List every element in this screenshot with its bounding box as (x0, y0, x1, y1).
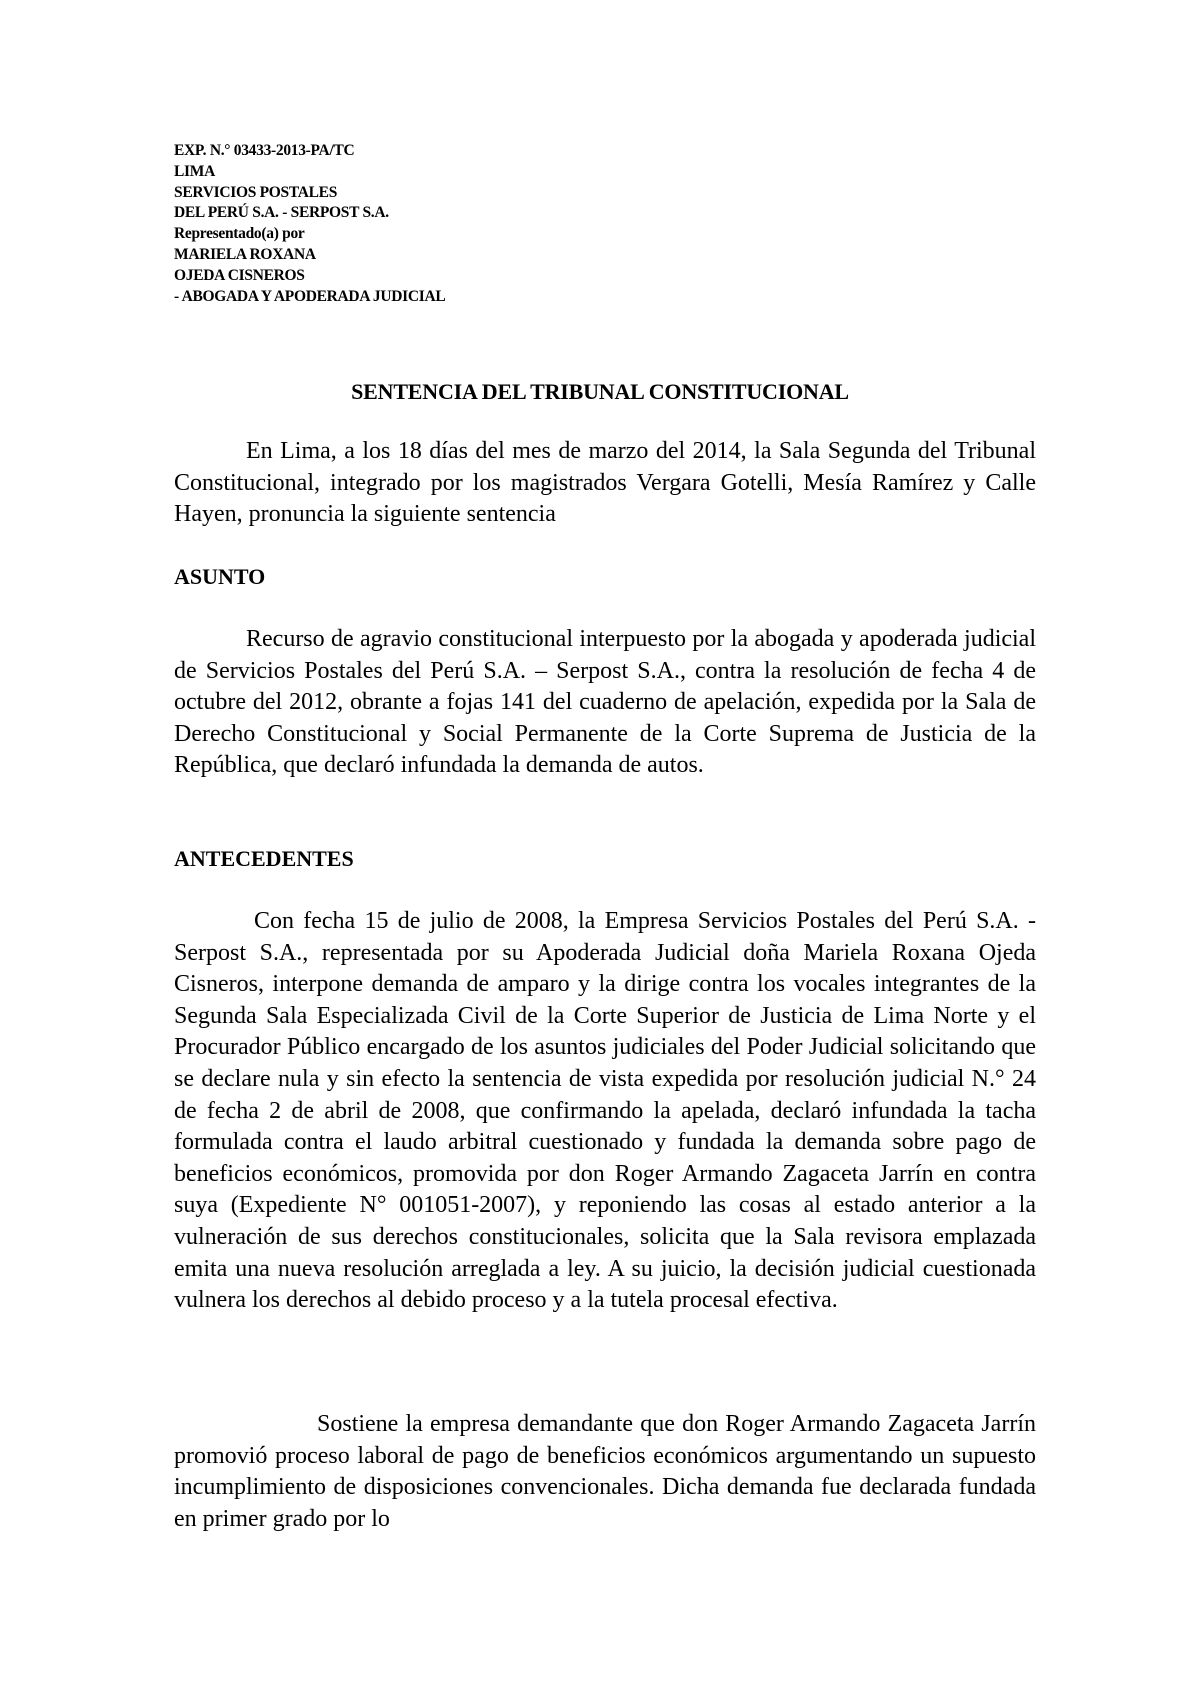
antecedentes-paragraph-1: Con fecha 15 de julio de 2008, la Empresa Servicios Postales del Perú S.A. - Serpost S.A., representada por su Apoderada Judicial doña Mariela Roxana Ojeda Cisneros, interpone demanda de amparo y la dirige contra los vocales integrantes de la Segunda Sala Especializada Civil de la Corte Superior de Justicia de Lima Norte y el Procurador Público encargado de los asuntos judiciales del Poder Judicial solicitando que se declare nula y sin efecto la sentencia de vista expedida por resolución judicial N.° 24 de fecha 2 de abril de 2008, que confirmando la apelada, declaró infundada la tacha formulada contra el laudo arbitral cuestionado y fundada la demanda sobre pago de beneficios económicos, promovida por don Roger Armando Zagaceta Jarrín en contra suya (Expediente N° 001051-2007), y reponiendo las cosas al estado anterior a la vulneración de sus derechos constitucionales, solicita que la Sala revisora emplazada emita una nueva resolución arreglada a ley. A su juicio, la decisión judicial cuestionada vulnera los derechos al debido proceso y a la tutela procesal efectiva. (174, 908, 1036, 1314)
case-header (174, 141, 674, 307)
header-line-party-1: SERVICIOS POSTALES (174, 183, 338, 201)
antecedentes-heading: ANTECEDENTES (174, 846, 354, 871)
header-line-represented: Representado(a) por (174, 225, 305, 243)
header-line-party-2: DEL PERÚ S.A. - SERPOST S.A. (174, 204, 389, 222)
intro-paragraph: En Lima, a los 18 días del mes de marzo del 2014, la Sala Segunda del Tribunal Constitucional, integrado por los magistrados Vergara Gotelli, Mesía Ramírez y Calle Hayen, pronuncia la siguiente sentencia (174, 438, 1036, 528)
header-line-case-number: EXP. N.° 03433-2013-PA/TC (174, 142, 355, 159)
header-line-role: - ABOGADA Y APODERADA JUDICIAL (174, 287, 446, 305)
document-title: SENTENCIA DEL TRIBUNAL CONSTITUCIONAL (351, 379, 849, 404)
header-line-representative-1: MARIELA ROXANA (174, 245, 316, 263)
header-line-city: LIMA (174, 162, 215, 180)
asunto-heading: ASUNTO (174, 564, 266, 589)
asunto-paragraph: Recurso de agravio constitucional interpuesto por la abogada y apoderada judicial de Servicios Postales del Perú S.A. – Serpost S.A., contra la resolución de fecha 4 de octubre del 2012, obrante a fojas 141 del cuaderno de apelación, expedida por la Sala de Derecho Constitucional y Social Permanente de la Corte Suprema de Justicia de la República, que declaró infundada la demanda de autos. (174, 626, 1036, 779)
header-line-representative-2: OJEDA CISNEROS (174, 266, 305, 284)
antecedentes-paragraph-2: Sostiene la empresa demandante que don Roger Armando Zagaceta Jarrín promovió proceso laboral de pago de beneficios económicos argumentando un supuesto incumplimiento de disposiciones convencionales. Dicha demanda fue declarada fundada en primer grado por lo (174, 1411, 1036, 1532)
